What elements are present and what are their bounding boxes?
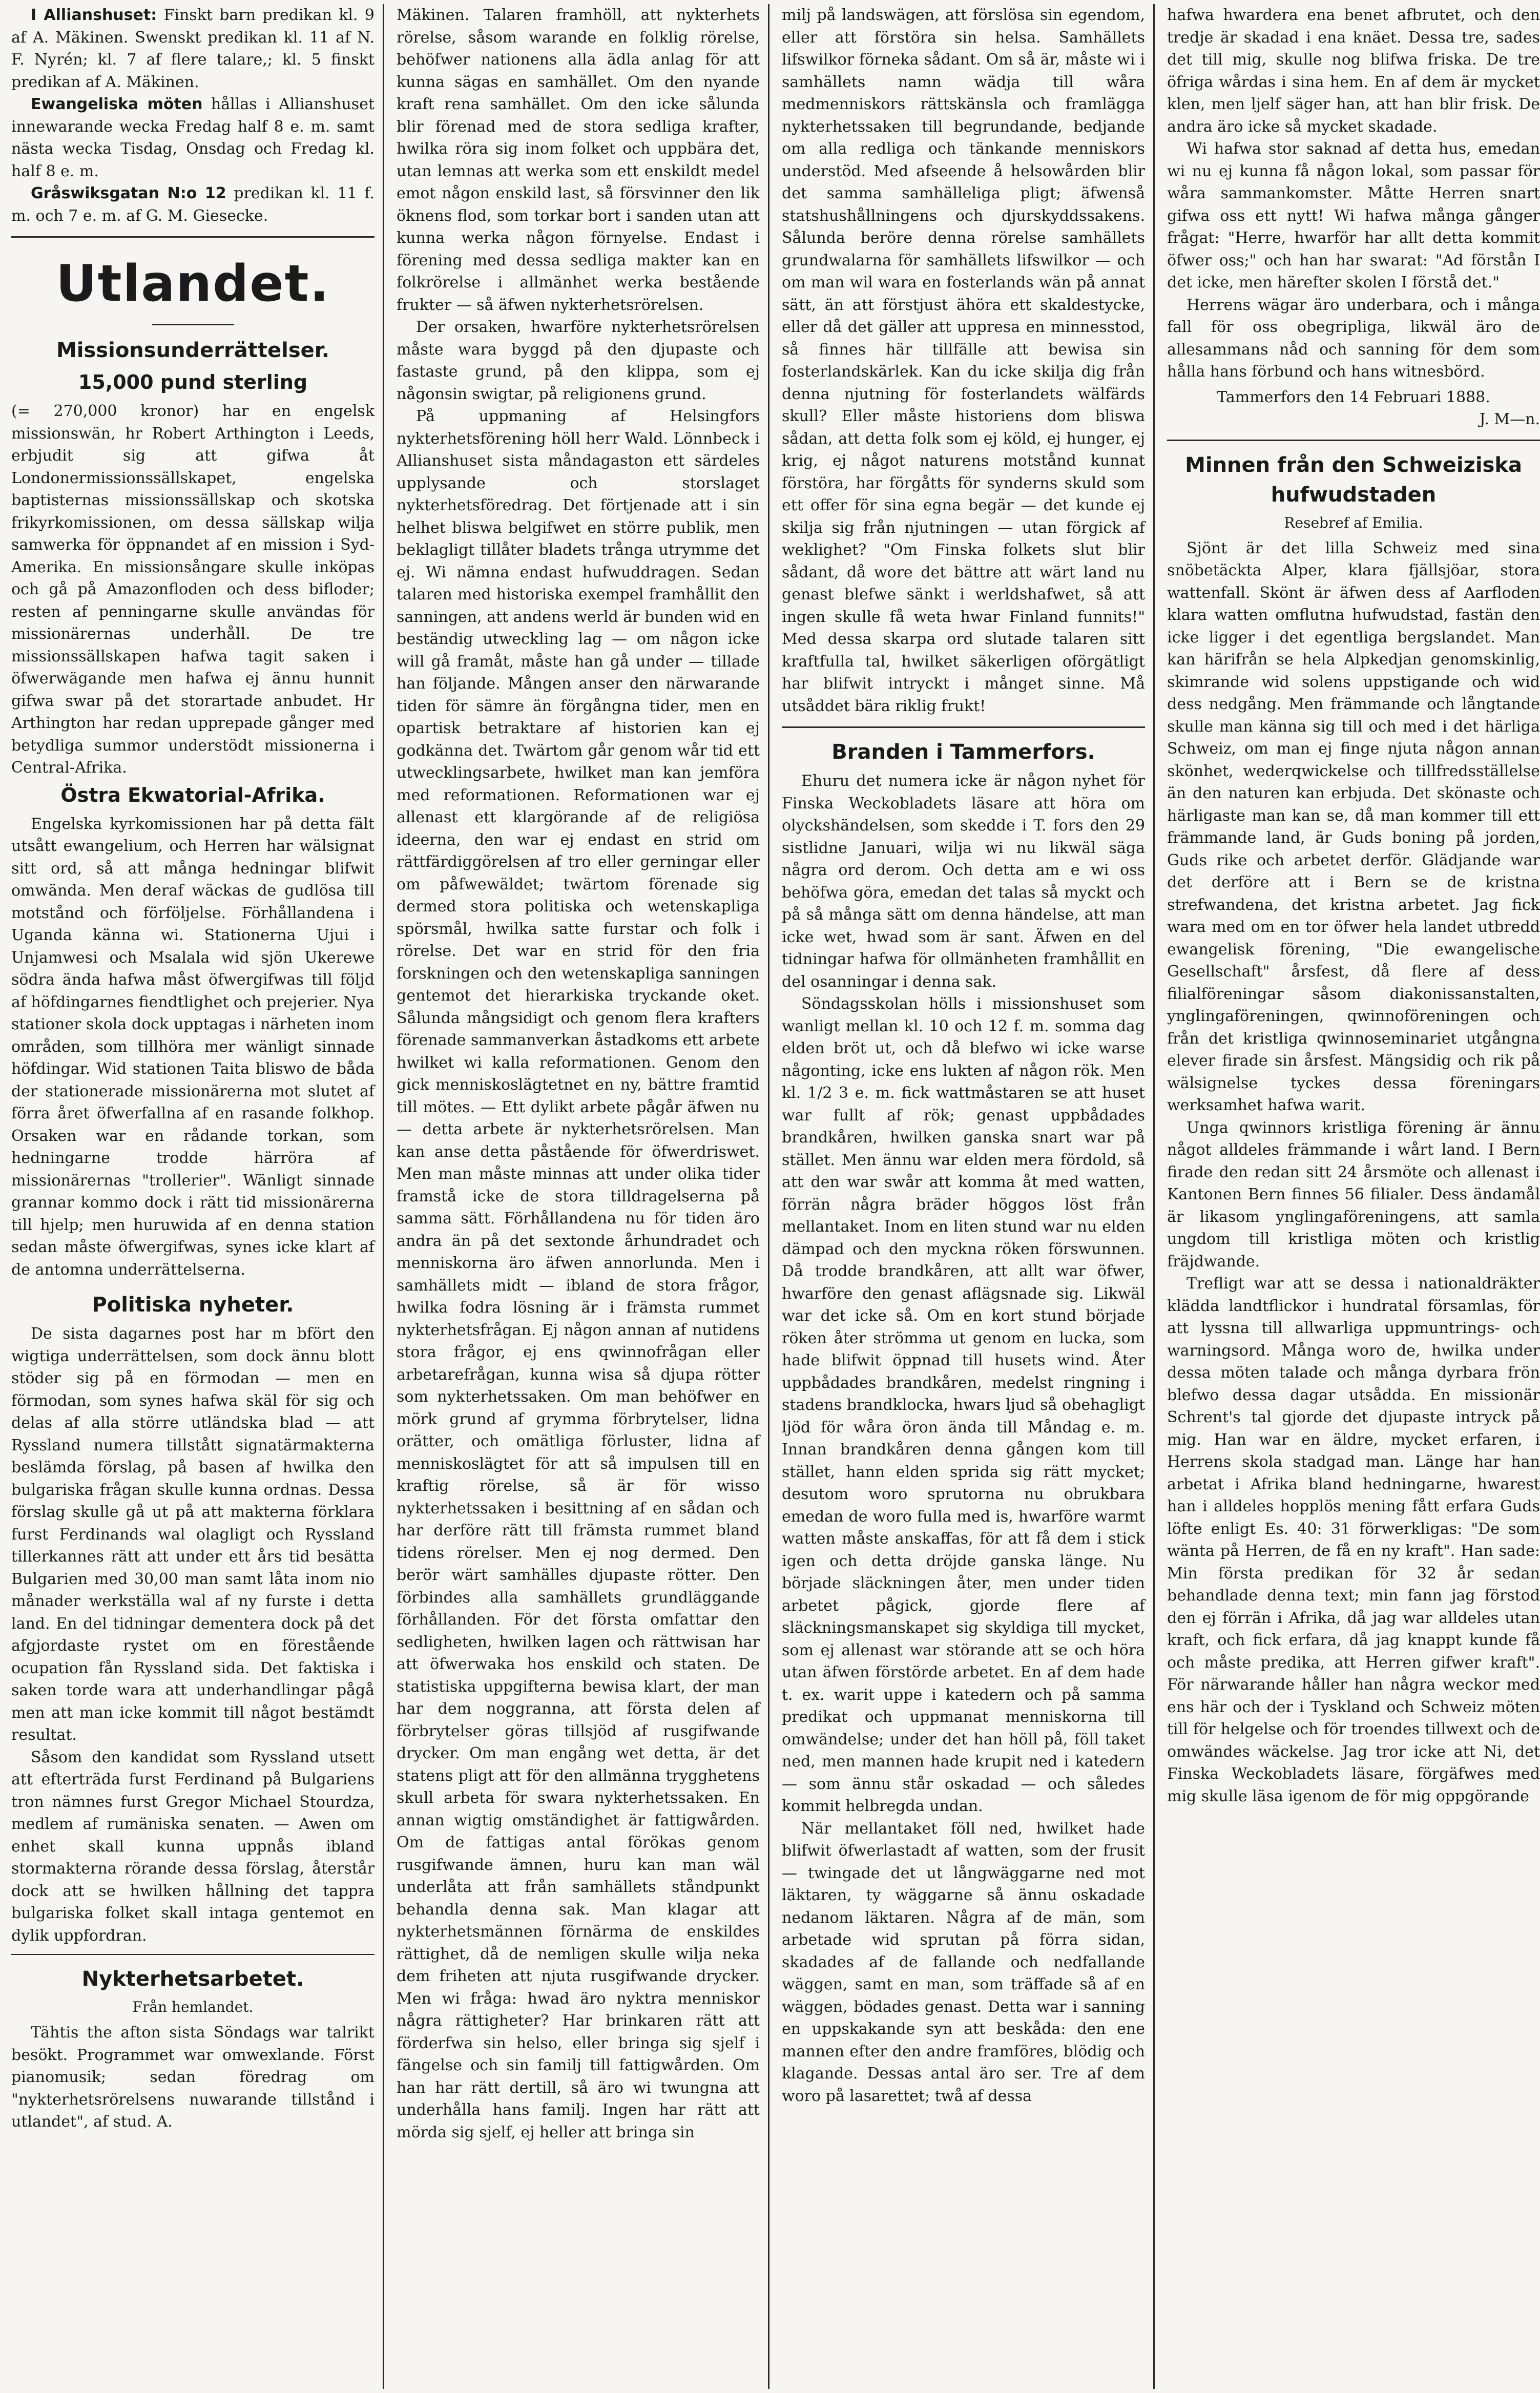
article-paragraph: När mellantaket föll ned, hwilket hade blifwit öfwerlastadt af watten, som der frusit — twingade det ut långwäggarne ned mot läktaren, ty wäggarne så ännu oskadade nedanom läktaren. Några af de män, som arbetade wid sprutan på förra sidan, skadades af de fallande och nedfallande wäggen, samt en man, som träffade så af en wäggen, bödades genast. Detta war i sanning en uppskakande syn att beskåda: den ene mannen efter den andre framföres, blödig och klagande. Dessas antal äro ser. Tre af dem woro på lasarettet; twå af dessa [782,1819,1145,2105]
article-paragraph: Trefligt war att se dessa i nationaldräkter klädda landtflickor i hundratal församlas, för att lyssna till allwarliga uppmuntrings- och warningsord. Många woro de, hwilka under dessa möten talade och många dyrbara frön blefwo dessa dagar utsådda. En missionär Schrent's tal gjorde det djupaste intryck på mig. Han war en äldre, mycket erfaren, i Herrens skola stadgad man. Länge har han arbetat i Afrika bland hedningarne, hwarest han i alldeles hopplös mening fått erfara Guds löfte enligt Es. 40: 31 förwerkligas: "De som wänta på Herren, de få en ny kraft". Han sade: Min första predikan för 32 år sedan behandlade denna text; min fann jag förstod den ej förrän i Afrika, då jag war alldeles utan kraft, och fick erfara, då jag knappt kunde få och måste predika, att Herren gifwer kraft". För närwarande håller han några weckor med ens här och der i Tyskland och Schweiz möten till för helgelse och för troendes tillwext och de omwändes wäckelse. Jag tror icke att Ni, det Finska Weckobladets läsare, förgäfwes med mig skulle läsa igenom de för mig oppgörande [1167,1275,1540,1805]
article-paragraph: milj på landswägen, att förslösa sin egendom, eller att förstöra sin helsa. Samhällets lifswilkor förneka sådant. Om så är, måste wi i samhällets namn wädja till wåra medmenniskors rättskänsla och framlägga nykterhetssaken till begrundande, bedjande om alla redliga och tänkande menniskors understöd. Med afseende å helsowården blir det samma samhälleliga pligt; äfwenså statshushållningens och djurskyddssakens. Sålunda beröre denna rörelse samhällets grundwalarna för samhällets lifswilkor — och om man wil wara en fosterlands wän på annat sätt, än att förstjust ähöra ett skaldestycke, eller då det gäller att uppresa en minnesstod, så finnes här tillfälle att bewisa sin fosterlandskärlek. Kan du icke skilja dig från denna njutning för fosterlandets wälfärds skull? Eller måste historiens dom bliswa sådan, att detta folk som ej köld, ej hunger, ej krig, ej något naturens motstånd kunnat förstöra, har förgåtts för synderns skuld som ett offer för sina egna begär — det kunde ej skilja sig från njutningen — utan förgick af weklighet? "Om Finska folkets slut blir sådant, då wore det bättre att wärt land nu genast blefwe sänkt i werldshafwet, så att ingen skulle få weta hwar Finland funnits!" Med dessa skarpa ord slutade talaren sitt kraftfulla tal, hwilket säkerligen oförgätligt har blifwit intryckt i månget sinne. Må utsåddet bära riklig frukt! [782,6,1145,715]
column-1 [11,4,384,2389]
divider [1167,440,1540,441]
article-paragraph: På uppmaning af Helsingfors nykterhetsförening höll herr Wald. Lönnbeck i Allianshuset sista måndagaston ett särdeles upplysande och storslaget nykterhetsföredrag. Det förtjenade att i sin helhet bliswa belgifwet en större publik, men beklagligt tillåter bladets trånga utrymme det ej. Wi nämna endast hufwuddragen. Sedan talaren med historiska exempel framhållit den sanningen, att andens werld är bunden wid en beständig utweckling lag — om någon icke will gå framåt, måste han gå under — tillade han följande. Mången anser den närwarande tiden för sämre än förgångna tider, men en opartisk betraktare af historien kan ej godkänna det. Twärtom går genom wår tid ett utwecklingsarbete, hwilket man kan jemföra med reformationen. Reformationen war ej allenast ett klargörande af de religiösa ideerna, den war ej endast en strid om rättfärdiggörelsen af tro eller gerningar eller om påfwewäldet; twärtom förenade sig dermed stora politiska och wetenskapliga spörsmål, hwilka satte furstar och folk i rörelse. Det war en strid för den fria forskningen och den wetenskapliga sanningen gentemot det hierarkiska tryckande oket. Sålunda mångsidigt och genom flera krafters förenade sammanverkan åstadkoms ett arbete hwilket wi kalla reformationen. Genom den gick menniskoslägtetnet en ny, bättre framtid till mötes. — Ett dylikt arbete pågår äfwen nu — detta arbete är nykterhetsrörelsen. Man kan anse detta påstående för öfwerdriswet. Men man måste minnas att under olika tider framstå icke de stora tilldragelserna på samma sätt. Förhållandena nu för tiden äro andra än på det sextonde århundradet och menniskorna äro äfwen annorlunda. Men i samhällets midt — ibland de stora frågor, hwilka fodra lösning är i främsta rummet nykterhetsfrågan. Ej någon annan af nutidens stora frågor, ej ens qwinnofrågan eller arbetarefrågan, kunna wisa så djupa rötter som nykterhetssaken. Om man behöfwer en mörk grund af grymma förbrytelser, lidna orätter, och omätliga förluster, lidna af menniskoslägtet för att så impulsen till en kraftig rörelse, så är för wisso nykterhetssaken i besittning af en sådan och har derföre rätt till främsta rummet bland tidens rörelser. Men ej nog dermed. Den berör wärt samhälles djupaste rötter. Den förbindes alla samhällets grundläggande förhållanden. För det första omfattar den sedligheten, hwilken lagen och rättwisan har att öfwerwaka hos enskild och staten. De statistiska uppgifterna bewisa klart, der man har dem noggranna, att första delen af förbrytelser göras tillsjöd af rusgifwande drycker. Om man engång wet detta, är det statens pligt att för den allmänna trygghetens skull arbeta för swara nykterhetssaken. En annan wigtig omständighet är fattigwården. Om de fattigas antal förökas genom rusgifwande ämnen, huru kan man wäl underlåta att från samhällets ståndpunkt behandla denna sak. Man klagar att nykterhetsmännen förnärma de enskildes rättighet, då de nemligen skulle wilja neka dem friheten att njuta rusgifwande drycker. Men wi fråga: hwad äro nyktra menniskor några rättigheter? Har brinkaren rätt att förderfwa sin helso, eller bringa sig sjelf i fängelse och sin familj till fattigwården. Om han har rätt dertill, så äro wi twungna att underhålla hans familj. Ingen har rätt att mörda sig sjelf, ej heller att bringa sin [397,407,760,2141]
column-2 [397,4,769,2389]
article-paragraph: Engelska kyrkomissionen har på detta fält utsått ewangelium, och Herren har wälsignat sitt ord, så att många hedningar blifwit omwända. Men deraf wäckas de gudlösa till motstånd och förföljelse. Förhållandena i Uganda känna wi. Stationerna Ujui i Unjamwesi och Msalala wid sjön Ukerewe södra ända hafwa måst öfwergifwas till följd af höfdingarnes fiendtlighet och prejerier. Nya stationer skola dock upptagas i närheten inom områden, som tillhöra mer wänligt sinnade höfdingar. Wid stationen Taita bliswo de båda der stationerade missionärerna mot slutet af förra året öfwerfallna af en rasande folkhop. Orsaken war en rådande torkan, som hedningarne trodde härröra af missionärernas "trollerier". Wänligt sinnade grannar kommo dock i rätt tid missionärerna till hjelp; men huruwida af en denna station sedan måste öfwergifwas, synes icke klart af de antomna underrättelserna. [11,815,374,1279]
column-3 [782,4,1155,2389]
divider [782,726,1145,728]
newspaper-columns [11,4,1540,2389]
column-4 [1167,4,1540,2389]
notice-graswiksgatan: Gråswiksgatan N:o 12 predikan kl. 11 f. m. och 7 e. m. af G. M. Giesecke. [11,184,374,225]
article-paragraph: Der orsaken, hwarföre nykterhetsrörelsen måste wara byggd på den djupaste och fastaste grund, på den klippa, som ej någonsin swigtar, på religionens grund. [397,318,760,403]
divider [152,324,234,325]
article-paragraph: Herrens wägar äro underbara, och i många fall för oss obegripliga, likwäl äro de allesammans nåd och sanning för dem som hålla hans förbund och hans witnesbörd. [1167,296,1540,381]
article-paragraph: Ehuru det numera icke är någon nyhet för Finska Weckobladets läsare att höra om olyckshändelsen, som skedde i T. fors den 29 sistlidne Januari, wilja wi nu likwäl säga några ord derom. Och detta am e wi oss behöfwa göra, emedan det talas så myckt och på så många sätt om denna händelse, att man icke wet, hwad som är sant. Äfwen en del tidningar hafwa för ollmänheten framhållit en del osanningar i denna sak. [782,772,1145,991]
section-title: Utlandet. [56,255,330,313]
article-paragraph: Wi hafwa stor saknad af detta hus, emedan wi nu ej kunna få någon lokal, som passar för wåra sammankomster. Måtte Herren snart gifwa oss ett nytt! Wi hafwa många gånger frågat: "Herre, hwarför har allt detta kommit öfwer oss;" och han har swarat: "Ad förstån I det icke, men härefter skolen I förstå det." [1167,140,1540,292]
article-subheading: Östra Ekwatorial-Afrika. [60,783,325,806]
divider [11,1954,374,1955]
article-paragraph: De sista dagarnes post har m bfört den wigtiga underrättelsen, som dock ännu blott stöder sig på en förmodan — men en förmodan, som synes hafwa skäl för sig och delas af alla större utländska blad — att Ryssland numera tillstått signatärmakterna beslämda förslag, på basen af hwilka den bulgariska frågan skulle kunna ordnas. Dessa förslag skulle gå ut på att makterna förklara furst Ferdinands wal olagligt och Ryssland tillerkannes rätt att under ett års tid besätta Bulgarien med 30,00 man samt låta inom nio månader werkställa wal af ny furste i detta land. En del tidningar dementera dock på det afgjordaste rystet om en förestående ocupation fån Ryssland sida. Det faktiska i saken torde wara att underhandlingar pågå men att man icke kommit till något bestämdt resultat. [11,1325,374,1744]
article-heading-minnen: Minnen från den Schweiziska hufwudstaden [1185,453,1522,507]
article-kicker: Resebref af Emilia. [1284,514,1423,531]
article-paragraph: Sjönt är det lilla Schweiz med sina snöbetäckta Alper, klara fjällsjöar, stora wattenfall. Skönt är äfwen dess af Aarfloden klara watten omflutna hufwudstad, fastän den icke ligger i det egentliga bergslandet. Man kan härifrån se hela Alpkedjan genomskinlig, skimrande wid solens uppstigande och wid dess nedgång. Men främmande och långtande skulle man känna sig till och med i det härliga Schweiz, om man ej finge njuta någon annan skönhet, wederqwickelse och tillfredsställelse än den naturen kan erbjuda. Det skönaste och härligaste man kan se, då man kommer till ett främmande land, är Guds boning på jorden, Guds rike och arbetet derför. Glädjande war det derföre att i Bern se de kristna strefwandena, det kristna arbetet. Jag fick wara med om en tor öfwer hela landet utbredd ewangelisk förening, "Die ewangelische Gesellschaft" årsfest, då flere af dess filialföreningar såsom diakonissanstalten, ynglingaföreningen, qwinnoföreningen och från det kristliga qwinnoseminariet utgångna elever firade sin årsfest. Mängsidig och rik på wälsignelse tyckes dessa föreningars werksamhet hafwa warit. [1167,539,1540,1114]
notice-ewangeliska-moten: Ewangeliska möten hållas i Allianshuset innewarande wecka Fredag half 8 e. m. samt nästa wecka Tisdag, Onsdag och Fredag kl. half 8 e. m. [11,95,374,180]
article-paragraph: Tähtis the afton sista Söndags war talrikt besökt. Programmet war omwexlande. Först pianomusik; sedan föredrag om "nykterhetsrörelsens nuwarande tillstånd i utlandet", af stud. A. [11,2024,374,2131]
article-paragraph: Såsom den kandidat som Ryssland utsett att efterträda furst Ferdinand på Bulgariens tron nämnes furst Gregor Michael Stourdza, medlem af rumäniska senaten. — Awen om enhet skall kunna uppnås ibland stormakterna rörande dessa förslag, återstår dock att se hwilken hållning det tappra bulgariska folket skall intaga gentemot en dylik uppfordran. [11,1748,374,1945]
article-signature: J. M—n. [1479,410,1540,428]
article-heading-politics: Politiska nyheter. [92,1293,294,1317]
notice-allianshuset: I Allianshuset: Finskt barn predikan kl. 9 af A. Mäkinen. Swenskt predikan kl. 11 af N. F. Nyrén; kl. 7 af flere talare,; kl. 5 finskt predikan af A. Mäkinen. [11,6,374,91]
article-heading-nykterhet: Nykterhetsarbetet. [81,1967,304,1991]
article-paragraph: Söndagsskolan hölls i missionshuset som wanligt mellan kl. 10 och 12 f. m. somma dag elden bröt ut, och då blefwo wi icke warse någonting, icke ens lukten af någon rök. Men kl. 1/2 3 e. m. fick wattmåstaren se att huset war fullt af rök; genast uppbådades brandkåren, hwilken ganska snart war på stället. Men ännu war elden mera fördold, så att den war swår att komma åt med watten, förrän några bräder höggos löst från mellantaket. Inom en liten stund war nu elden dämpad och den myckna röken förswunnen. Då trodde brandkåren, att allt war öfwer, hwarföre den genast aflägsnade sig. Likwäl war det icke så. Om en kort stund började röken åter strömma ut genom en lucka, som hade blifwit öppnad till husets wind. Åter uppbådades brandkåren, medelst ringning i stadens brandklocka, hwars ljud så obehagligt ljöd för wåra öron ända till Måndag e. m. Innan brandkåren denna gången kom till stället, hann elden sprida sig rätt mycket; desutom woro sprutorna nu obrukbara emedan de woro fulla med is, hwarföre warmt watten måste anskaffas, för att få dem i stick igen och detta dröjde ganska länge. Nu började släckningen åter, men under tiden arbetet pågick, gjorde flere af släckningsmanskapet sig skyldiga till mycket, som ej allenast war störande att se och höra utan äfwen förstörde arbetet. En af dem hade t. ex. warit uppe i katedern och på samma predikat och uppmanat menniskorna till omwändelse; under det han höll på, föll taket ned, men mannen hade krupit ned i katedern — som ännu står oskadad — och således kommit helbregda undan. [782,995,1145,1815]
divider [11,236,374,238]
article-dateline: Tammerfors den 14 Februari 1888. [1217,388,1490,406]
article-heading-branden: Branden i Tammerfors. [831,740,1095,764]
article-heading-missions: Missionsunderrättelser. [56,339,329,362]
article-paragraph: hafwa hwardera ena benet afbrutet, och den tredje är skadad i ena knäet. Dessa tre, sades det till mig, skulle nog blifwa friska. De tre öfriga wårdas i sina hem. En af dem är mycket klen, men ljelf säger han, att han blir frisk. De andra äro icke så mycket skadade. [1167,6,1540,136]
article-paragraph: (= 270,000 kronor) har en engelsk missionswän, hr Robert Arthington i Leeds, erbjudit sig att gifwa åt Londonermissionssällskapet, engelska baptisternas missionssällskap och skotska frikyrkomissionen, om dessa sällskap wilja samwerka för öppnandet af en mission i Syd-Amerika. En missionsångare skulle inköpas och gå på Amazonfloden och dess bifloder; resten af penningarne skulle användas för missionärernas underhåll. De tre missionssällskapen hafwa tagit saken i öfwerwägande men hafwa ej ännu hunnit gifwa swar på det storartade anbudet. Hr Arthington har redan upprepade gånger med betydliga summor understödt missionerna i Central-Afrika. [11,402,374,777]
article-kicker: Från hemlandet. [132,1999,254,2015]
article-subheading: 15,000 pund sterling [78,371,308,393]
article-paragraph: Unga qwinnors kristliga förening är ännu något alldeles främmande i wårt land. I Bern firade den redan sitt 24 årsmöte och allenast i Kantonen Bern finnes 56 filialer. Dess ändamål är likasom ynglingaföreningens, att samla ungdom till kristliga möten och kristlig fräjdwande. [1167,1118,1540,1271]
article-paragraph: Mäkinen. Talaren framhöll, att nykterhets rörelse, såsom warande en folklig rörelse, behöfwer nationens alla ädla anlag för att kunna sägas en samhället. Om den nyande kraft rena samhället. Om den icke sålunda blir förenad med de stora sedliga krafter, hwilka röra sig inom folket och uppbära det, utan lemnas att werka som ett enskildt medel emot någon enskild last, så försvinner den lik öknens flod, som torkar bort i sanden utan att kunna werka någon förnyelse. Endast i förening med dessa sedliga makter kan en folkrörelse i allmänhet werka bestående frukter — så äfwen nykterhetsrörelsen. [397,6,760,314]
